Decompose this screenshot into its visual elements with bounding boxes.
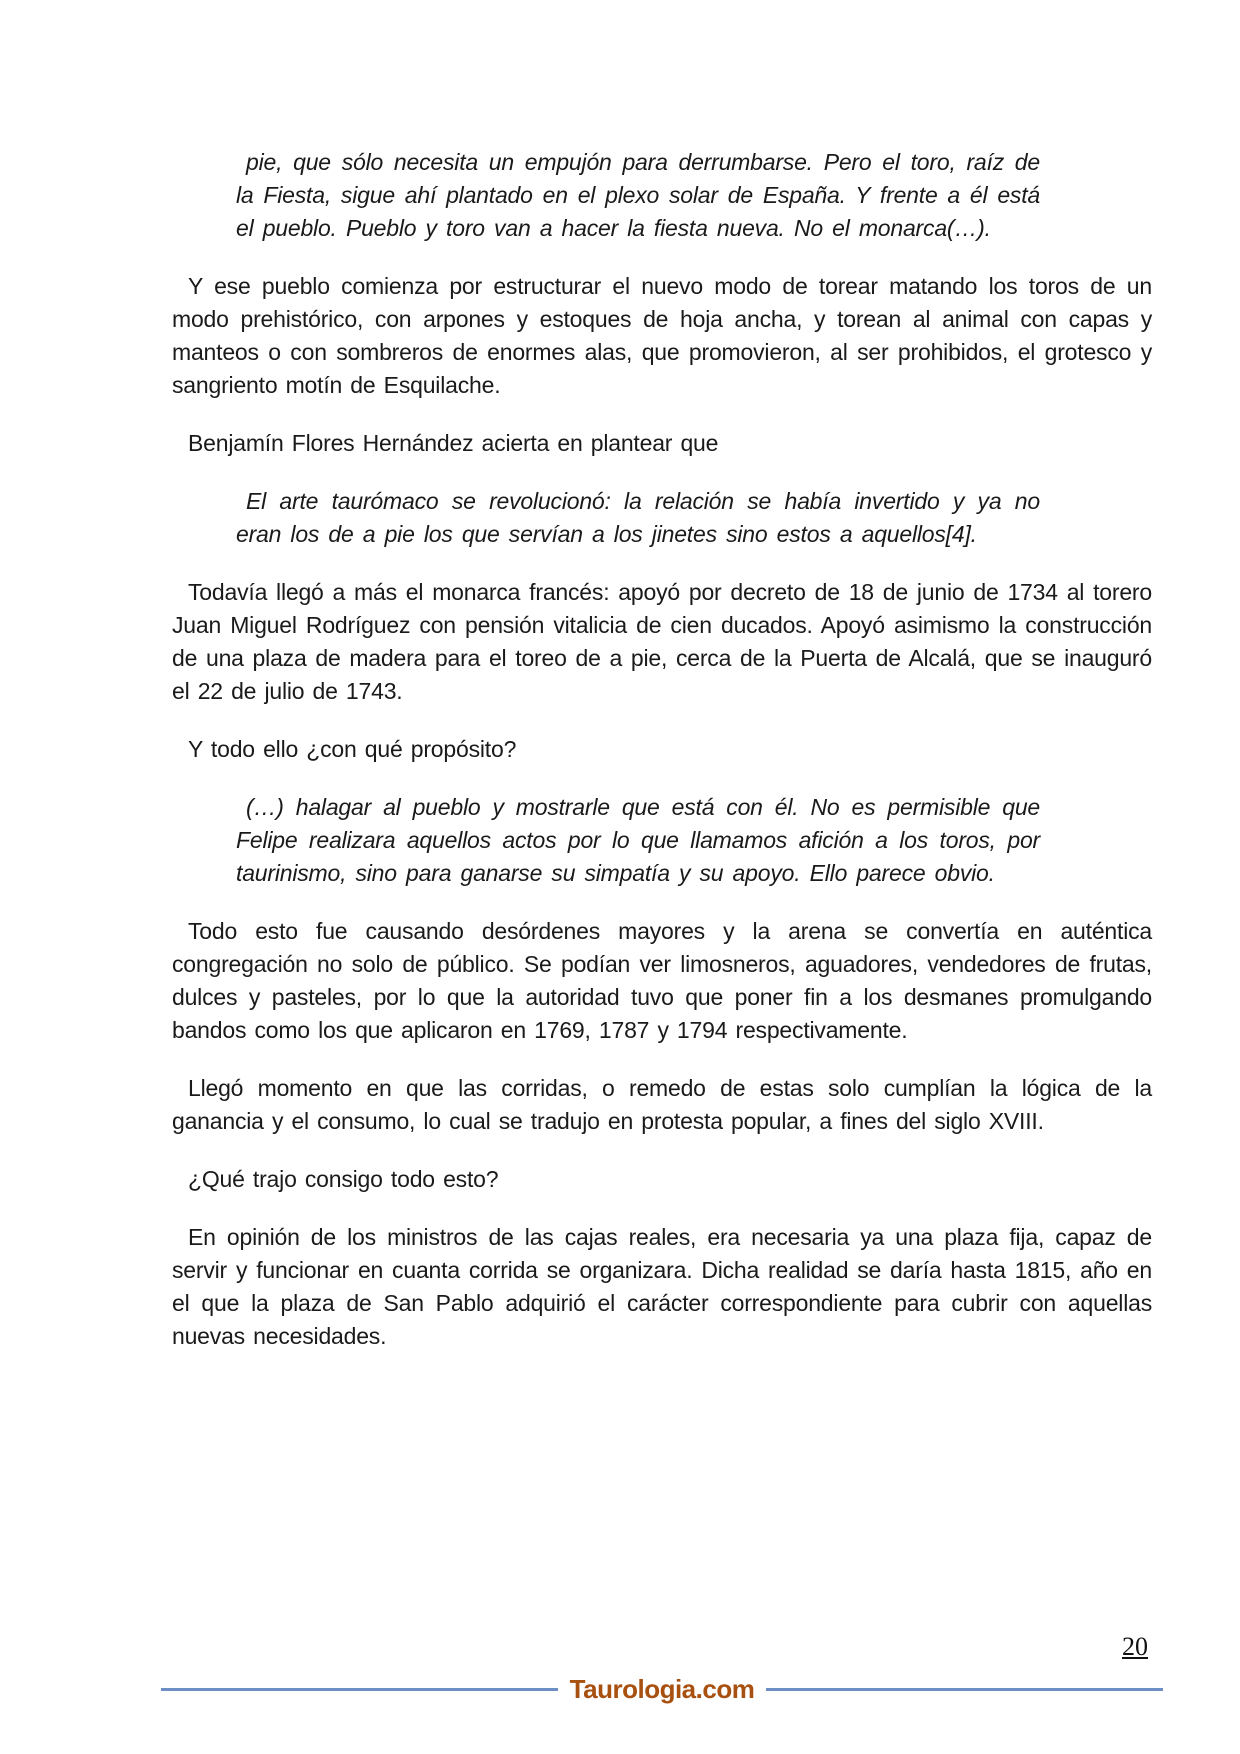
paragraph-7: ¿Qué trajo consigo todo esto? — [188, 1166, 499, 1192]
paragraph-4: Y todo ello ¿con qué propósito? — [188, 736, 517, 762]
paragraph-8: En opinión de los ministros de las cajas reales, era necesaria ya una plaza fija, capaz de servir y funcionar en cuanta corrida se organizara. Dicha realidad se daría hasta 1815, año en el que la plaza de San Pablo adquirió el carácter correspondiente para cubrir con aquellas nuevas necesidades. — [172, 1224, 1152, 1349]
footer-rule-right — [766, 1688, 1163, 1691]
quote-block-1: pie, que sólo necesita un empujón para derrumbarse. Pero el toro, raíz de la Fiesta, sigue ahí plantado en el plexo solar de España. Y frente a él está el pueblo. Pueblo y toro van a hacer la fiesta nueva. No el monarca(…). — [236, 149, 1040, 241]
footer — [161, 1674, 1163, 1705]
quote-block-2: El arte taurómaco se revolucionó: la relación se había invertido y ya no eran los de a pie los que servían a los jinetes sino estos a aquellos[4]. — [236, 488, 1040, 547]
footer-rule-left — [161, 1688, 558, 1691]
paragraph-1: Y ese pueblo comienza por estructurar el nuevo modo de torear matando los toros de un modo prehistórico, con arpones y estoques de hoja ancha, y torean al animal con capas y manteos o con sombreros de enormes alas, que promovieron, al ser prohibidos, el grotesco y sangriento motín de Esquilache. — [172, 273, 1152, 398]
page-number: 20 — [1122, 1632, 1148, 1661]
footer-brand: Taurologia.com — [569, 1674, 755, 1704]
paragraph-2: Benjamín Flores Hernández acierta en plantear que — [188, 430, 719, 456]
page-content — [172, 146, 1152, 1378]
quote-block-3: (…) halagar al pueblo y mostrarle que está con él. No es permisible que Felipe realizara aquellos actos por lo que llamamos afición a los toros, por taurinismo, sino para ganarse su simpatía y su apoyo. Ello parece obvio. — [236, 794, 1040, 886]
paragraph-6: Llegó momento en que las corridas, o remedo de estas solo cumplían la lógica de la ganancia y el consumo, lo cual se tradujo en protesta popular, a fines del siglo XVIII. — [172, 1075, 1152, 1134]
paragraph-3: Todavía llegó a más el monarca francés: apoyó por decreto de 18 de junio de 1734 al torero Juan Miguel Rodríguez con pensión vitalicia de cien ducados. Apoyó asimismo la construcción de una plaza de madera para el toreo de a pie, cerca de la Puerta de Alcalá, que se inauguró el 22 de julio de 1743. — [172, 579, 1152, 704]
paragraph-5: Todo esto fue causando desórdenes mayores y la arena se convertía en auténtica congregación no solo de público. Se podían ver limosneros, aguadores, vendedores de frutas, dulces y pasteles, por lo que la autoridad tuvo que poner fin a los desmanes promulgando bandos como los que aplicaron en 1769, 1787 y 1794 respectivamente. — [172, 918, 1152, 1043]
